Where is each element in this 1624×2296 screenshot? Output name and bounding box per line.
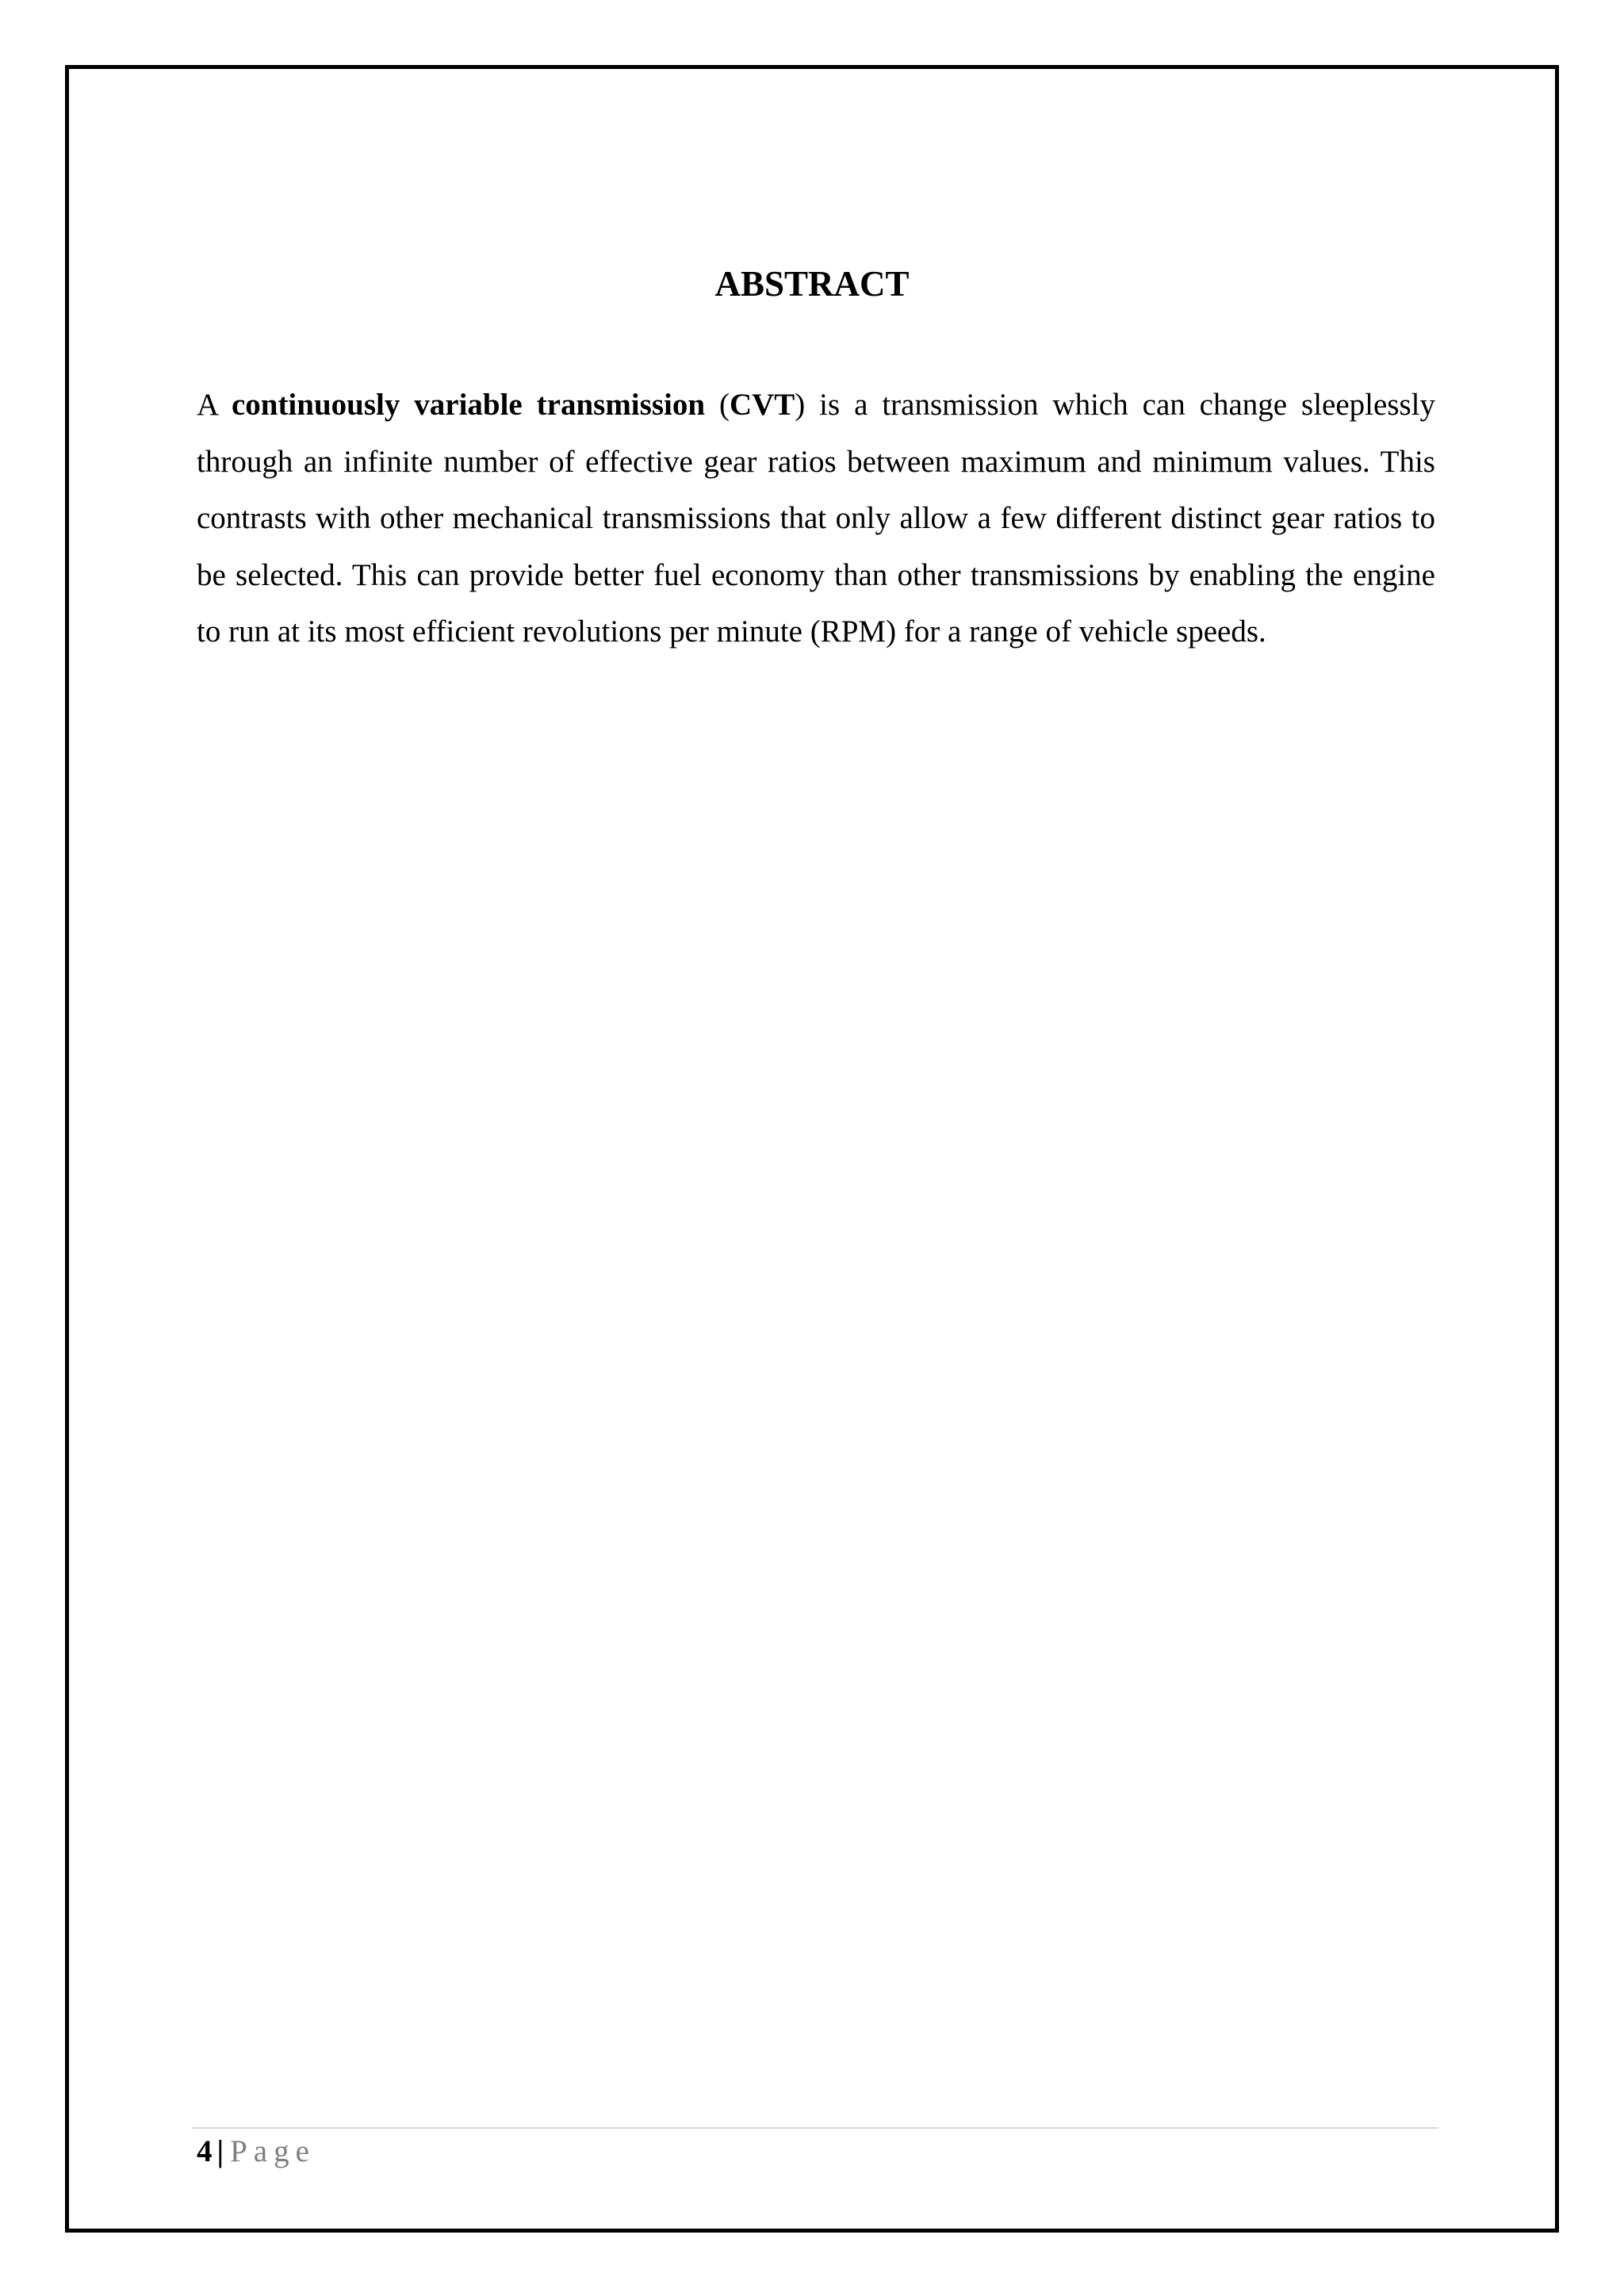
paragraph-rest: ) is a transmission which can change sleeplessly through an infinite number of effective gear ratios between maximum and minimum values. This contrasts with other mechanical transmissions that only allow a few different distinct gear ratios to be selected. This can provide better fuel economy than other transmissions by enabling the engine to run at its most efficient revolutions per minute (RPM) for a range of vehicle speeds. — [197, 388, 1435, 649]
footer-rule — [192, 2127, 1438, 2129]
page-label: Page — [230, 2134, 316, 2168]
abbreviation-bold: CVT — [729, 388, 795, 422]
page-number: 4 — [197, 2134, 213, 2168]
paragraph-open-paren: ( — [705, 388, 730, 422]
page-footer — [197, 2128, 316, 2175]
abstract-paragraph — [197, 377, 1435, 660]
footer-separator: | — [216, 2134, 224, 2168]
paragraph-lead: A — [197, 388, 232, 422]
term-bold: continuously variable transmission — [231, 388, 706, 422]
page-title: ABSTRACT — [714, 264, 910, 304]
